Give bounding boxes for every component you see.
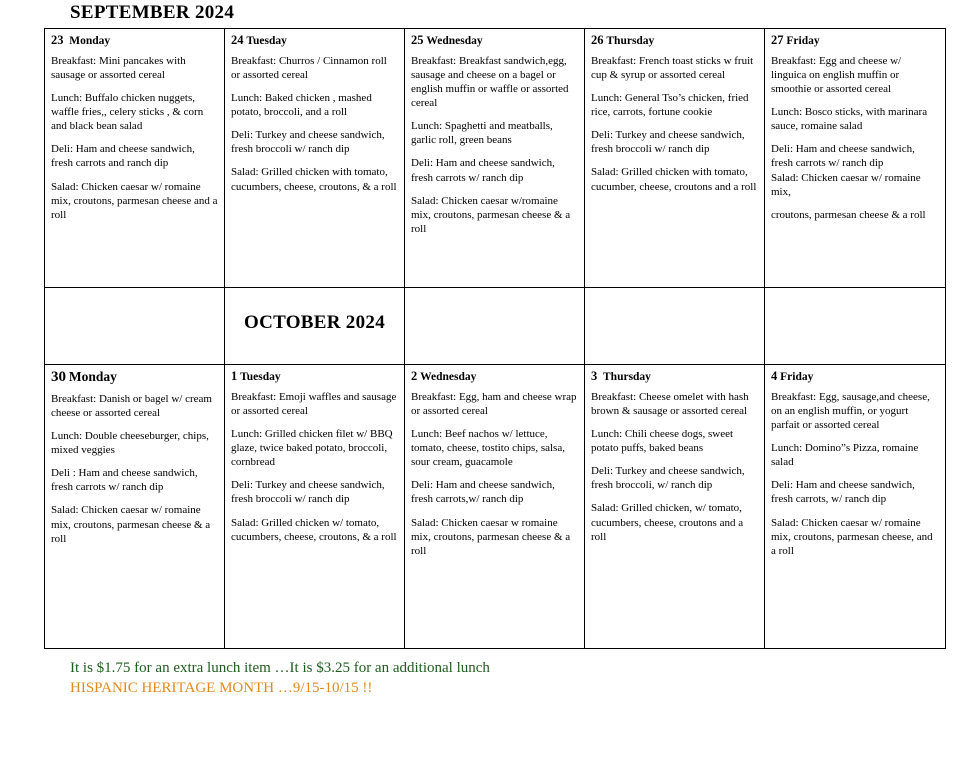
footer-notes [70,660,490,697]
calendar-cell-sep-26 [585,29,765,288]
menu-entries [411,54,578,236]
menu-entry: Deli: Ham and cheese sandwich, fresh carrots, w/ ranch dip [771,479,915,506]
menu-entries [591,390,758,544]
menu-entry: Deli: Turkey and cheese sandwich, fresh broccoli, w/ ranch dip [591,465,745,492]
menu-entry: Breakfast: Churros / Cinnamon roll or assorted cereal [231,55,387,82]
calendar-table [44,28,946,649]
menu-entries [411,390,578,558]
calendar-cell-sep-24 [225,29,405,288]
menu-entry: Lunch: Buffalo chicken nuggets, waffle fries,, celery sticks , & corn and black bean salad [51,92,204,133]
menu-entry: Breakfast: Danish or bagel w/ cream cheese or assorted cereal [51,393,212,420]
calendar-cell-sep-25 [405,29,585,288]
day-header: 24 Tuesday [231,33,287,47]
menu-entry: Breakfast: French toast sticks w fruit cup & syrup or assorted cereal [591,55,754,82]
menu-entry: Deli: Turkey and cheese sandwich, fresh broccoli w/ ranch dip [591,129,745,156]
day-header: 2 Wednesday [411,369,477,383]
menu-entries [231,54,398,194]
calendar-cell-oct-1 [225,365,405,649]
day-header: 3 Thursday [591,369,651,383]
day-header: 1 Tuesday [231,369,281,383]
menu-entries [771,390,939,558]
menu-entry: Salad: Chicken caesar w/romaine mix, croutons, parmesan cheese & a roll [411,194,571,235]
calendar-cell-sep-23 [45,29,225,288]
menu-entry: Breakfast: Egg and cheese w/ linguica on english muffin or smoothie or assorted cereal [771,55,902,96]
menu-entry: Salad: Grilled chicken with tomato, cucumbers, cheese, croutons, & a roll [231,166,397,193]
menu-entry: Salad: Grilled chicken w/ tomato, cucumbers, cheese, croutons, & a roll [231,516,397,543]
menu-entry: Salad: Chicken caesar w/ romaine mix, croutons, parmesan cheese & a roll [51,504,211,545]
table-row [45,288,946,365]
menu-entries [231,390,398,544]
menu-entry: Deli: Ham and cheese sandwich, fresh carrots w/ ranch dip [411,157,555,184]
menu-entry: Deli : Ham and cheese sandwich, fresh carrots w/ ranch dip [51,467,198,494]
menu-entry: Lunch: General Tso’s chicken, fried rice, carrots, fortune cookie [591,92,749,119]
calendar-cell-blank-1 [45,288,225,365]
calendar-cell-sep-27 [765,29,946,288]
menu-entry: Lunch: Bosco sticks, with marinara sauce, romaine salad [771,106,928,133]
menu-entry: Lunch: Chili cheese dogs, sweet potato puffs, baked beans [591,428,734,455]
calendar-cell-sep-30 [45,365,225,649]
menu-entries [51,392,218,546]
menu-entry: Deli: Ham and cheese sandwich, fresh carrots w/ ranch dip [771,143,915,170]
day-header: 27 Friday [771,33,820,47]
day-header: 25 Wednesday [411,33,483,47]
calendar-cell-oct-2 [405,365,585,649]
menu-entry: Lunch: Double cheeseburger, chips, mixed veggies [51,430,209,457]
menu-entry: Lunch: Baked chicken , mashed potato, broccoli, and a roll [231,92,372,119]
extra-item-price-note: It is $1.75 for an extra lunch item …It is $3.25 for an additional lunch [70,660,490,676]
menu-entry: Deli: Ham and cheese sandwich, fresh carrots and ranch dip [51,143,195,170]
menu-entries [51,54,218,222]
menu-entry: Deli: Turkey and cheese sandwich, fresh broccoli w/ ranch dip [231,479,385,506]
table-row [45,29,946,288]
menu-entry: Breakfast: Egg, ham and cheese wrap or assorted cereal [411,391,577,418]
menu-entry: croutons, parmesan cheese & a roll [771,208,926,221]
section-title: OCTOBER 2024 [243,312,386,333]
day-header: 30 Monday [51,369,117,385]
calendar-cell-oct-4 [765,365,946,649]
month-divider-cell [225,288,405,365]
menu-entry: Salad: Chicken caesar w/ romaine mix, [771,171,921,198]
menu-entry: Lunch: Beef nachos w/ lettuce, tomato, cheese, tostito chips, salsa, sour cream, guacamole [411,428,565,469]
menu-entry: Salad: Chicken caesar w romaine mix, croutons, parmesan cheese & a roll [411,516,571,557]
calendar-cell-blank-3 [585,288,765,365]
menu-entry: Breakfast: Emoji waffles and sausage or assorted cereal [231,391,397,418]
menu-entry: Breakfast: Egg, sausage,and cheese, on an english muffin, or yogurt parfait or assorted cereal [771,391,930,432]
menu-entry: Lunch: Spaghetti and meatballs, garlic roll, green beans [411,120,553,147]
menu-entry: Breakfast: Mini pancakes with sausage or assorted cereal [51,55,186,82]
menu-entries [591,54,758,194]
day-header: 26 Thursday [591,33,655,47]
menu-entry: Lunch: Domino”s Pizza, romaine salad [771,442,919,469]
menu-entry: Breakfast: Breakfast sandwich,egg, sausage and cheese on a bagel or english muffin or waffle or assorted cereal [411,55,569,110]
table-row [45,365,946,649]
menu-entry: Deli: Turkey and cheese sandwich, fresh broccoli w/ ranch dip [231,129,385,156]
day-header: 23 Monday [51,33,111,47]
menu-entries [771,54,939,222]
menu-entry: Salad: Grilled chicken with tomato, cucumber, cheese, croutons and a roll [591,166,757,193]
calendar-cell-blank-4 [765,288,946,365]
menu-entry: Lunch: Grilled chicken filet w/ BBQ glaze, twice baked potato, broccoli, cornbread [231,428,393,469]
menu-entry: Deli: Ham and cheese sandwich, fresh carrots,w/ ranch dip [411,479,555,506]
heritage-month-note: HISPANIC HERITAGE MONTH …9/15-10/15 !! [70,680,373,696]
calendar-cell-oct-3 [585,365,765,649]
page-title: SEPTEMBER 2024 [70,2,235,23]
menu-entry: Salad: Chicken caesar w/ romaine mix, croutons, parmesan cheese, and a roll [771,516,933,557]
day-header: 4 Friday [771,369,814,383]
menu-entry: Breakfast: Cheese omelet with hash brown & sausage or assorted cereal [591,391,749,418]
calendar-cell-blank-2 [405,288,585,365]
menu-entry: Salad: Grilled chicken, w/ tomato, cucumbers, cheese, croutons and a roll [591,502,744,543]
menu-entry: Salad: Chicken caesar w/ romaine mix, croutons, parmesan cheese and a roll [51,180,218,221]
